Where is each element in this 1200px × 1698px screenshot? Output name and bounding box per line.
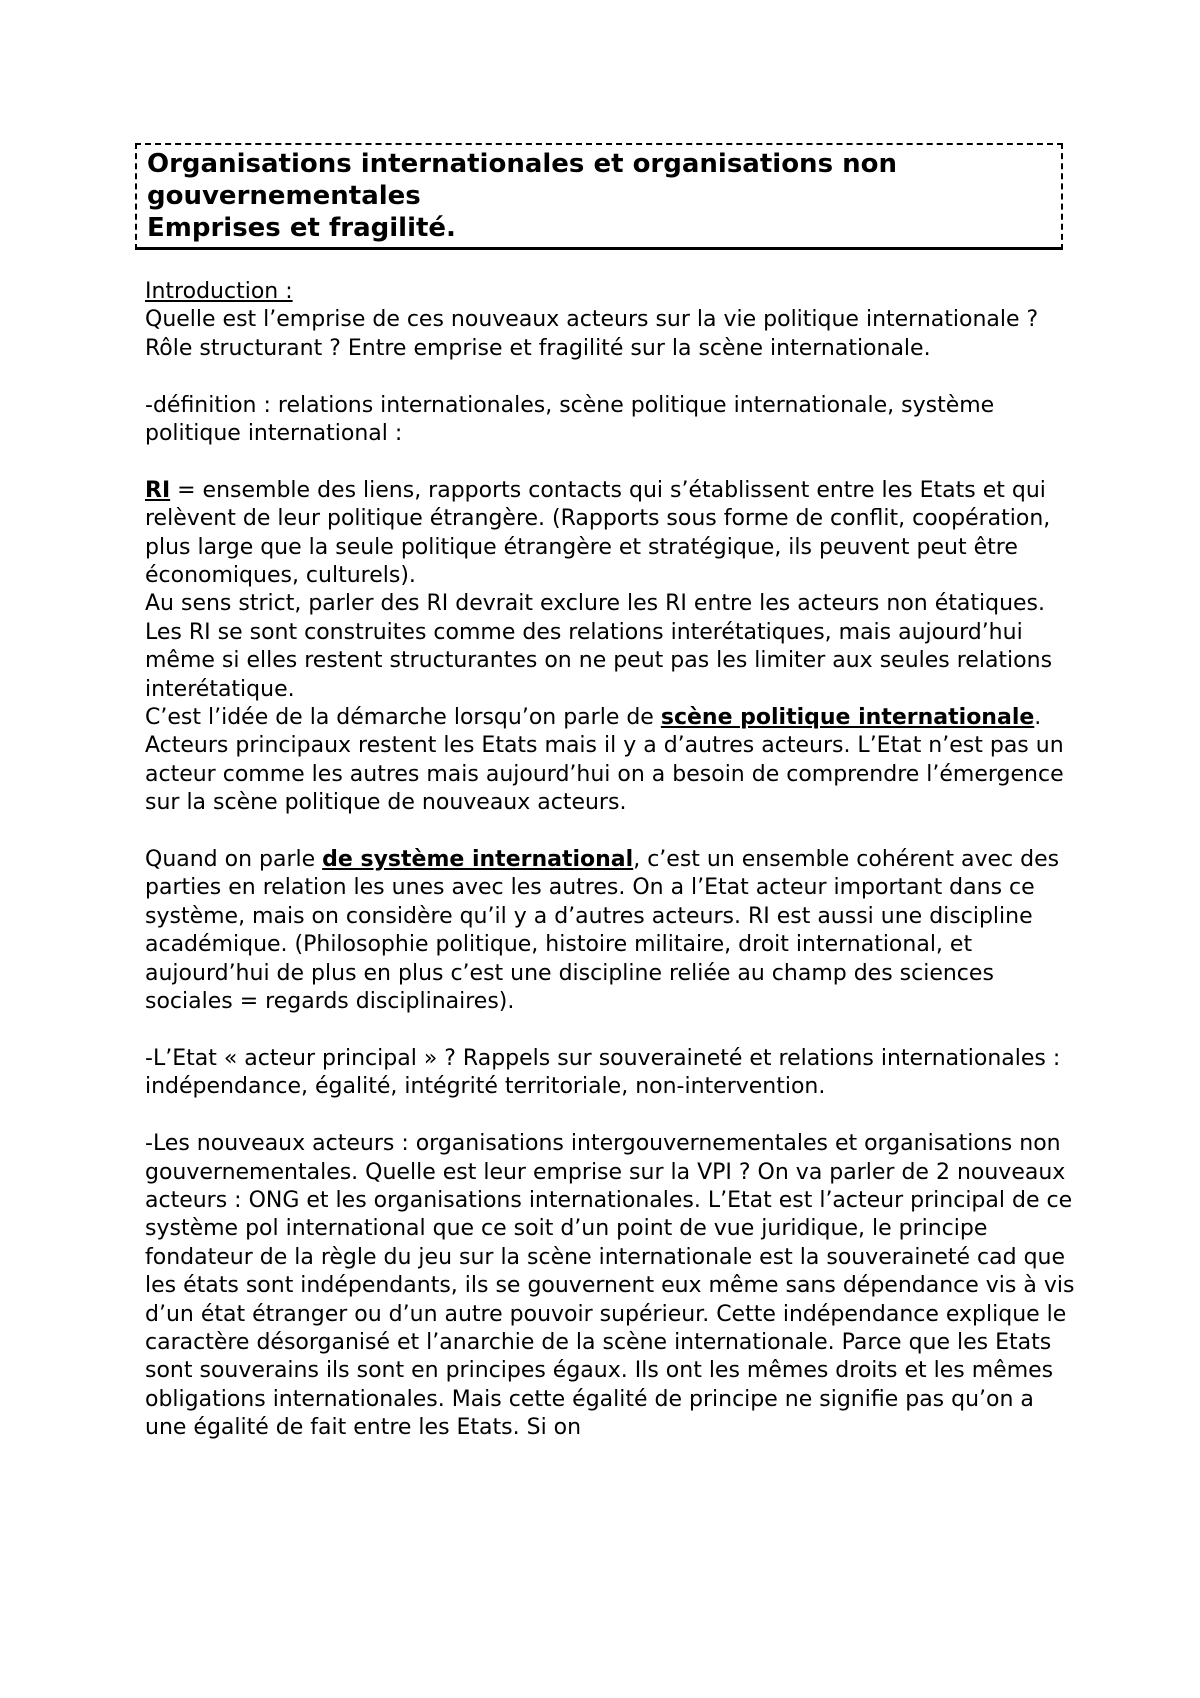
systeme-paragraph: Quand on parle de système international, c’est un ensemble cohérent avec des parties en relation les unes avec les autres. On a l’Etat acteur important dans ce système, mais on considère qu’il y a d’autres acteurs. RI est aussi une discipline académique. (Philosophie politique, histoire militaire, droit international, et aujourd’hui de plus en plus c’est une discipline reliée au champ des sciences sociales = regards disciplinaires). bbox=[145, 847, 1060, 1015]
document-page bbox=[145, 143, 1075, 1443]
systeme-term: de système international bbox=[322, 847, 634, 873]
nouveaux-acteurs-paragraph: -Les nouveaux acteurs : organisations intergouvernementales et organisations non gouvernementales. Quelle est leur emprise sur la VPI ? On va parler de 2 nouveaux acteurs : ONG et les organisations internationales. L’Etat est l’acteur principal de ce système pol international que ce soit d’un point de vue juridique, le principe fondateur de la règle du jeu sur la scène internationale est la souveraineté cad que les états sont indépendants, ils se gouvernent eux même sans dépendance vis à vis d’un état étranger ou d’un autre pouvoir supérieur. Cette indépendance explique le caractère désorganisé et l’anarchie de la scène internationale. Parce que les Etats sont souverains ils sont en principes égaux. Ils ont les mêmes droits et les mêmes obligations internationales. Mais cette égalité de principe ne signifie pas qu’on a une égalité de fait entre les Etats. Si on bbox=[145, 1131, 1075, 1441]
ri-paragraph: RI = ensemble des liens, rapports contacts qui s’établissent entre les Etats et qui relèvent de leur politique étrangère. (Rapports sous forme de conflit, coopération, plus large que la seule politique étrangère et stratégique, ils peuvent peut être économiques, culturels). bbox=[145, 477, 1051, 589]
definition-paragraph: -définition : relations internationales, scène politique internationale, système politique international : bbox=[145, 392, 995, 447]
scene-term: scène politique internationale bbox=[660, 705, 1035, 731]
title-line-2: gouvernementales bbox=[147, 181, 421, 211]
title-line-3: Emprises et fragilité. bbox=[147, 213, 456, 243]
ri-term: RI bbox=[145, 477, 171, 503]
intro-heading: Introduction : bbox=[145, 279, 293, 304]
title-box bbox=[135, 143, 1063, 250]
etat-paragraph: -L’Etat « acteur principal » ? Rappels sur souveraineté et relations internationales : indépendance, égalité, intégrité territoriale, non-intervention. bbox=[145, 1045, 1061, 1100]
title-line-1: Organisations internationales et organisations non bbox=[147, 149, 897, 179]
ri-strict-paragraph: Au sens strict, parler des RI devrait exclure les RI entre les acteurs non étatiques. Les RI se sont construites comme des relations interétatiques, mais aujourd’hui même si elles restent structurantes on ne peut pas les limiter aux seules relations interétatique. bbox=[145, 591, 1053, 702]
intro-paragraph: Quelle est l’emprise de ces nouveaux acteurs sur la vie politique internationale ? Rôle structurant ? Entre emprise et fragilité sur la scène internationale. bbox=[145, 307, 1039, 361]
document-body bbox=[145, 278, 1075, 1443]
scene-paragraph: C’est l’idée de la démarche lorsqu’on parle de scène politique internationale. Acteurs principaux restent les Etats mais il y a d’autres acteurs. L’Etat n’est pas un acteur comme les autres mais aujourd’hui on a besoin de comprendre l’émergence sur la scène politique de nouveaux acteurs. bbox=[145, 705, 1064, 816]
